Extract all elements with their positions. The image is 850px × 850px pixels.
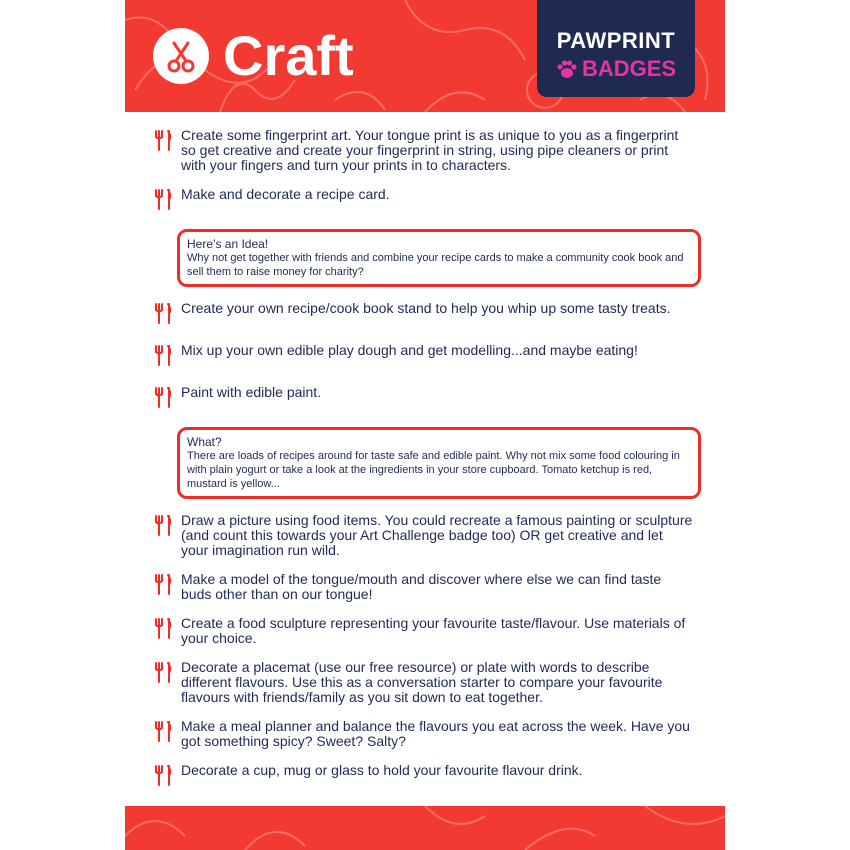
- paw-icon: [556, 59, 578, 79]
- cutlery-icon: [153, 720, 181, 747]
- cutlery-icon: [153, 188, 181, 215]
- cutlery-icon: [153, 386, 181, 413]
- cutlery-icon: [153, 514, 181, 541]
- scissors-icon: [153, 28, 209, 84]
- logo-line-1: PAWPRINT: [556, 28, 676, 53]
- list-item: [153, 763, 693, 791]
- list-item: [153, 719, 693, 749]
- idea-callout: [177, 427, 701, 499]
- list-item: [153, 385, 693, 413]
- page-footer: [125, 806, 725, 850]
- list-item-text: Decorate a cup, mug or glass to hold your favourite flavour drink.: [181, 762, 583, 778]
- cutlery-icon: [153, 573, 181, 600]
- list-item: [153, 187, 693, 215]
- list-item-text: Paint with edible paint.: [181, 384, 322, 400]
- food-doodle-background: [125, 806, 725, 850]
- list-item-text: Mix up your own edible play dough and get modelling...and maybe eating!: [181, 342, 638, 358]
- list-item: [153, 343, 693, 371]
- list-item: [153, 660, 693, 705]
- list-item: [153, 301, 693, 329]
- list-item-text: Make and decorate a recipe card.: [181, 186, 390, 202]
- list-item-text: Create a food sculpture representing your favourite taste/flavour. Use materials of your choice.: [181, 615, 686, 646]
- cutlery-icon: [153, 344, 181, 371]
- cutlery-icon: [153, 661, 181, 688]
- list-item-text: Make a meal planner and balance the flavours you eat across the week. Have you got something spicy? Sweet? Salty?: [181, 718, 690, 749]
- list-item-text: Draw a picture using food items. You could recreate a famous painting or sculpture (and count this towards your Art Challenge badge too) OR get creative and let your imagination run wild.: [181, 512, 693, 558]
- page-title: Craft: [223, 24, 354, 87]
- title-group: [153, 24, 354, 87]
- list-item-text: Decorate a placemat (use our free resource) or plate with words to describe different flavours. Use this as a conversation starter to compare your favourite flavours with friends/family as you sit down to eat together.: [181, 659, 663, 705]
- activity-list: [153, 128, 693, 849]
- idea-callout: [177, 229, 701, 287]
- logo-line-2: BADGES: [581, 56, 677, 81]
- callout-heading: Here’s an Idea!: [187, 237, 269, 251]
- pawprint-badges-logo: [537, 0, 695, 97]
- callout-body: Why not get together with friends and combine your recipe cards to make a community cook book and sell them to raise money for charity?: [187, 252, 684, 278]
- cutlery-icon: [153, 617, 181, 644]
- cutlery-icon: [153, 302, 181, 329]
- list-item-text: Create some fingerprint art. Your tongue print is as unique to you as a fingerprint so get creative and create your fingerprint in string, using pipe cleaners or print with your fingers and turn your prints in to characters.: [181, 127, 679, 173]
- cutlery-icon: [153, 129, 181, 156]
- list-item-text: Make a model of the tongue/mouth and discover where else we can find taste buds other than on our tongue!: [181, 571, 662, 602]
- list-item: [153, 572, 693, 602]
- page-header: [125, 0, 725, 112]
- list-item: [153, 513, 693, 558]
- callout-heading: What?: [187, 435, 222, 449]
- cutlery-icon: [153, 764, 181, 791]
- list-item: [153, 128, 693, 173]
- activity-sheet: [125, 0, 725, 850]
- list-item-text: Create your own recipe/cook book stand to help you whip up some tasty treats.: [181, 300, 671, 316]
- callout-body: There are loads of recipes around for taste safe and edible paint. Why not mix some food colouring in with plain yogurt or take a look at the ingredients in your store cupboard. Tomato ketchup is red, mustard is yellow...: [187, 450, 680, 490]
- list-item: [153, 616, 693, 646]
